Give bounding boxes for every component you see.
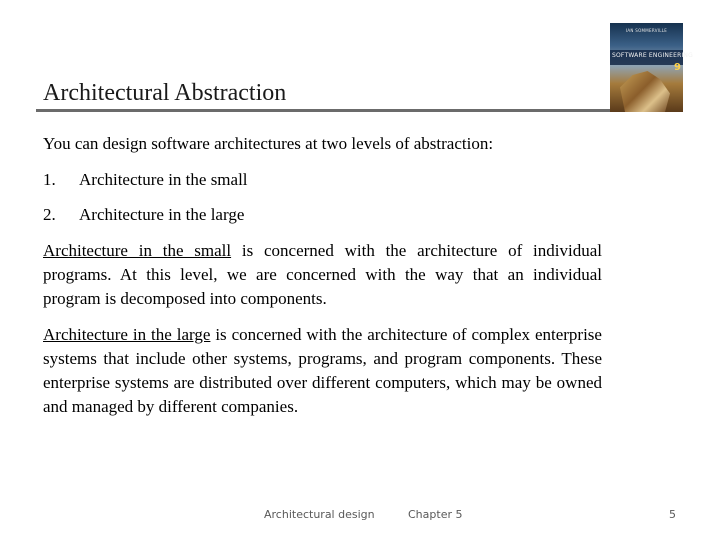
list-item <box>43 203 244 227</box>
paragraph-large-text: is concerned with the architecture of complex enterprise systems that include other systems, programs, and program components. These enterprise systems are distributed over different computers, which may be owned and managed by different companies. <box>43 325 602 416</box>
book-cover-image <box>610 23 693 112</box>
cover-title-text: SOFTWARE ENGINEERING <box>612 52 693 59</box>
list-item-text: Architecture in the large <box>79 205 245 224</box>
cover-edition-number: 9 <box>674 62 681 73</box>
cover-author-text: IAN SOMMERVILLE <box>625 28 668 33</box>
list-item-number: 1. <box>43 170 56 189</box>
term-architecture-small: Architecture in the small <box>43 241 232 260</box>
list-item <box>43 168 248 192</box>
footer-chapter: Chapter 5 <box>408 508 463 521</box>
term-architecture-large: Architecture in the large <box>43 325 211 344</box>
list-item-number: 2. <box>43 205 56 224</box>
intro-text: You can design software architectures at two levels of abstraction: <box>43 134 494 153</box>
list-item-text: Architecture in the small <box>79 170 248 189</box>
cover-building-graphic <box>620 71 670 112</box>
footer-topic: Architectural design <box>264 508 375 521</box>
slide-title: Architectural Abstraction <box>43 80 287 106</box>
paragraph-large <box>43 323 602 419</box>
paragraph-small <box>43 239 602 311</box>
paragraph-small-text: is concerned with the architecture of individual programs. At this level, we are concerned with the way that an individual program is decomposed into components. <box>43 241 602 308</box>
title-underline <box>36 109 614 112</box>
page-number: 5 <box>669 508 676 521</box>
